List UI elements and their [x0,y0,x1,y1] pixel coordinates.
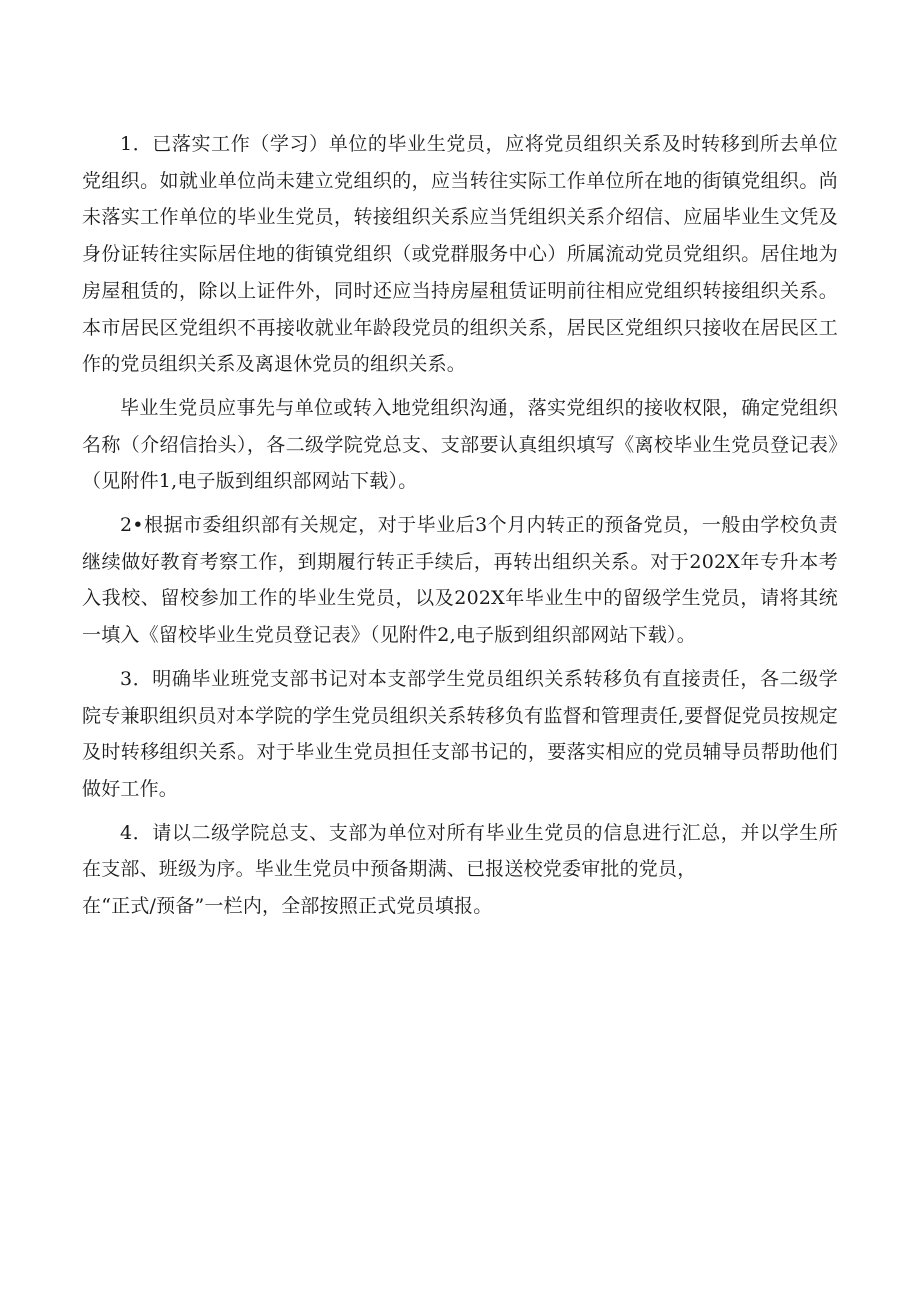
paragraph-5 [82,815,838,925]
paragraph-5-line-1: 4．请以二级学院总支、支部为单位对所有毕业生党员的信息进行汇总，并以学生所在支部、班级为序。毕业生党员中预备期满、已报送校党委审批的党员， [82,821,838,881]
paragraph-3: 2•根据市委组织部有关规定，对于毕业后3个月内转正的预备党员，一般由学校负责继续做好教育考察工作，到期履行转正手续后，再转出组织关系。对于202X年专升本考入我校、留校参加工作的毕业生党员，以及202X年毕业生中的留级学生党员，请将其统一填入《留校毕业生党员登记表》（见附件2,电子版到组织部网站下载）。 [82,514,838,647]
document-body [82,126,838,925]
paragraph-2: 毕业生党员应事先与单位或转入地党组织沟通，落实党组织的接收权限，确定党组织名称（介绍信抬头），各二级学院党总支、支部要认真组织填写《离校毕业生党员登记表》（见附件1,电子版到组织部网站下载）。 [82,396,838,493]
paragraph-4: 3．明确毕业班党支部书记对本支部学生党员组织关系转移负有直接责任，各二级学院专兼职组织员对本学院的学生党员组织关系转移负有监督和管理责任,要督促党员按规定及时转移组织关系。对于毕业生党员担任支部书记的，要落实相应的党员辅导员帮助他们做好工作。 [82,667,838,800]
paragraph-5-line-2: 在“正式/预备”一栏内，全部按照正式党员填报。 [82,895,493,918]
paragraph-1: 1．已落实工作（学习）单位的毕业生党员，应将党员组织关系及时转移到所去单位党组织。如就业单位尚未建立党组织的，应当转往实际工作单位所在地的街镇党组织。尚未落实工作单位的毕业生党员，转接组织关系应当凭组织关系介绍信、应届毕业生文凭及身份证转往实际居住地的街镇党组织（或党群服务中心）所属流动党员党组织。居住地为房屋租赁的，除以上证件外，同时还应当持房屋租赁证明前往相应党组织转接组织关系。本市居民区党组织不再接收就业年龄段党员的组织关系，居民区党组织只接收在居民区工作的党员组织关系及离退休党员的组织关系。 [82,133,838,376]
